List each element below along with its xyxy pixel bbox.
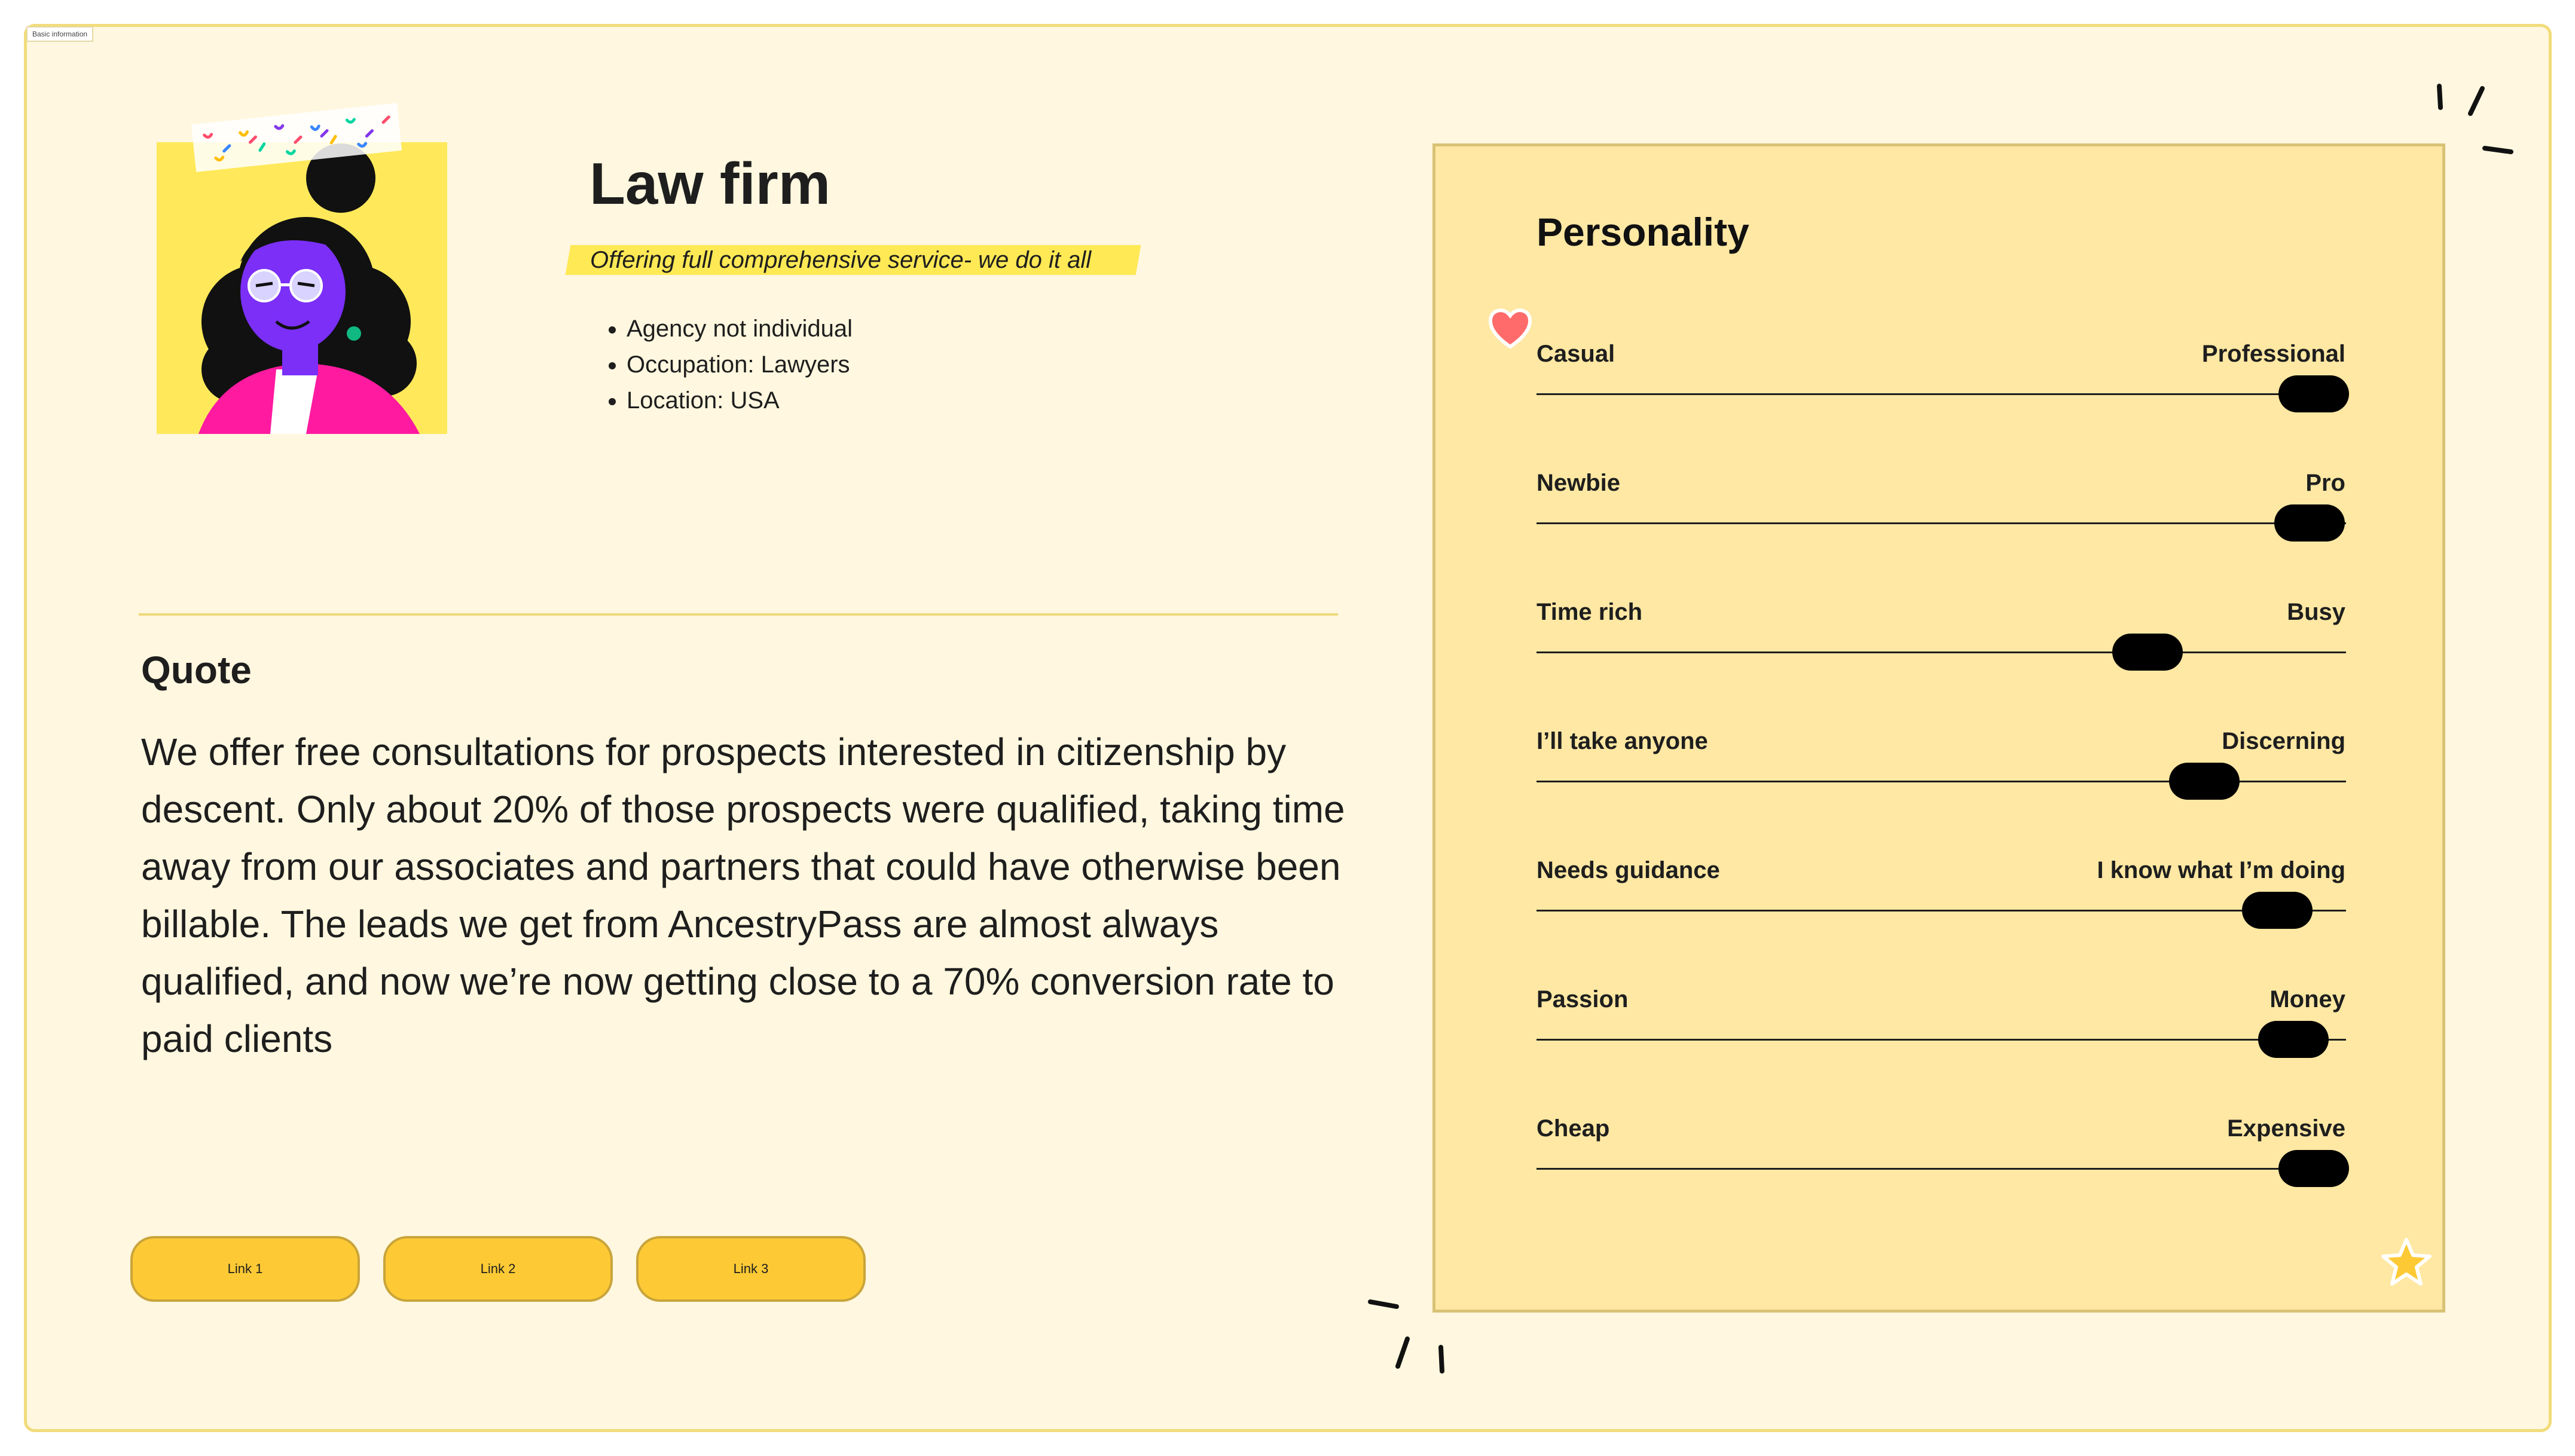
- trait-left-label: Time rich: [1537, 599, 1643, 625]
- personality-title: Personality: [1537, 210, 1749, 254]
- trait-left-label: Passion: [1537, 986, 1629, 1013]
- quote-text: We offer free consultations for prospects interested in citizenship by descent. Only about 20% of those prospects were qualified, taking time away from our associates and partners that could have otherwise been billable. The leads we get from AncestryPass are almost always qualified, and now we’re now getting close to a 70% conversion rate to paid clients: [141, 730, 1345, 1060]
- trait-left-label: I’ll take anyone: [1537, 728, 1708, 754]
- slider-track[interactable]: [1537, 910, 2346, 911]
- trait-left-label: Casual: [1537, 341, 1615, 367]
- trait-right-label: Money: [2269, 986, 2345, 1013]
- section-divider: [139, 613, 1338, 616]
- trait-right-label: Expensive: [2227, 1115, 2345, 1142]
- slider-track[interactable]: [1537, 1039, 2346, 1041]
- link-1-button[interactable]: Link 1: [130, 1236, 360, 1302]
- slider-track[interactable]: [1537, 522, 2346, 524]
- slider-handle[interactable]: [2274, 504, 2345, 542]
- link-3-button[interactable]: Link 3: [636, 1236, 866, 1302]
- slider-handle[interactable]: [2169, 763, 2240, 800]
- slider-handle[interactable]: [2242, 892, 2313, 929]
- link-2-button[interactable]: Link 2: [383, 1236, 613, 1302]
- slider-handle[interactable]: [2278, 1150, 2349, 1187]
- trait-right-label: Busy: [2287, 599, 2345, 625]
- slider-track[interactable]: [1537, 1168, 2346, 1170]
- trait-left-label: Cheap: [1537, 1115, 1610, 1142]
- slider-handle[interactable]: [2278, 375, 2349, 412]
- frame-label[interactable]: Basic information: [26, 26, 93, 42]
- slider-track[interactable]: [1537, 393, 2346, 395]
- heart-icon: [1486, 305, 1534, 350]
- quote-heading: Quote: [141, 649, 252, 692]
- tagline: Offering full comprehensive service- we do it all: [590, 247, 1092, 273]
- trait-right-label: Discerning: [2222, 728, 2345, 754]
- fact-item: • Occupation: Lawyers: [627, 347, 853, 383]
- sparkle-doodle: [1363, 1291, 1459, 1375]
- fact-item: • Location: USA: [627, 383, 853, 418]
- trait-left-label: Newbie: [1537, 470, 1621, 496]
- sparkle-doodle: [2427, 78, 2523, 161]
- fact-item: • Agency not individual: [627, 311, 853, 347]
- trait-right-label: Professional: [2201, 341, 2345, 367]
- trait-right-label: I know what I’m doing: [2097, 857, 2345, 883]
- trait-right-label: Pro: [2305, 470, 2345, 496]
- page-title: Law firm: [589, 151, 830, 216]
- slider-track[interactable]: [1537, 651, 2346, 653]
- star-icon: [2381, 1237, 2432, 1286]
- slider-handle[interactable]: [2112, 634, 2183, 671]
- trait-left-label: Needs guidance: [1537, 857, 1720, 883]
- slider-handle[interactable]: [2258, 1021, 2329, 1058]
- facts-list: [598, 311, 853, 418]
- persona-avatar: [157, 142, 447, 434]
